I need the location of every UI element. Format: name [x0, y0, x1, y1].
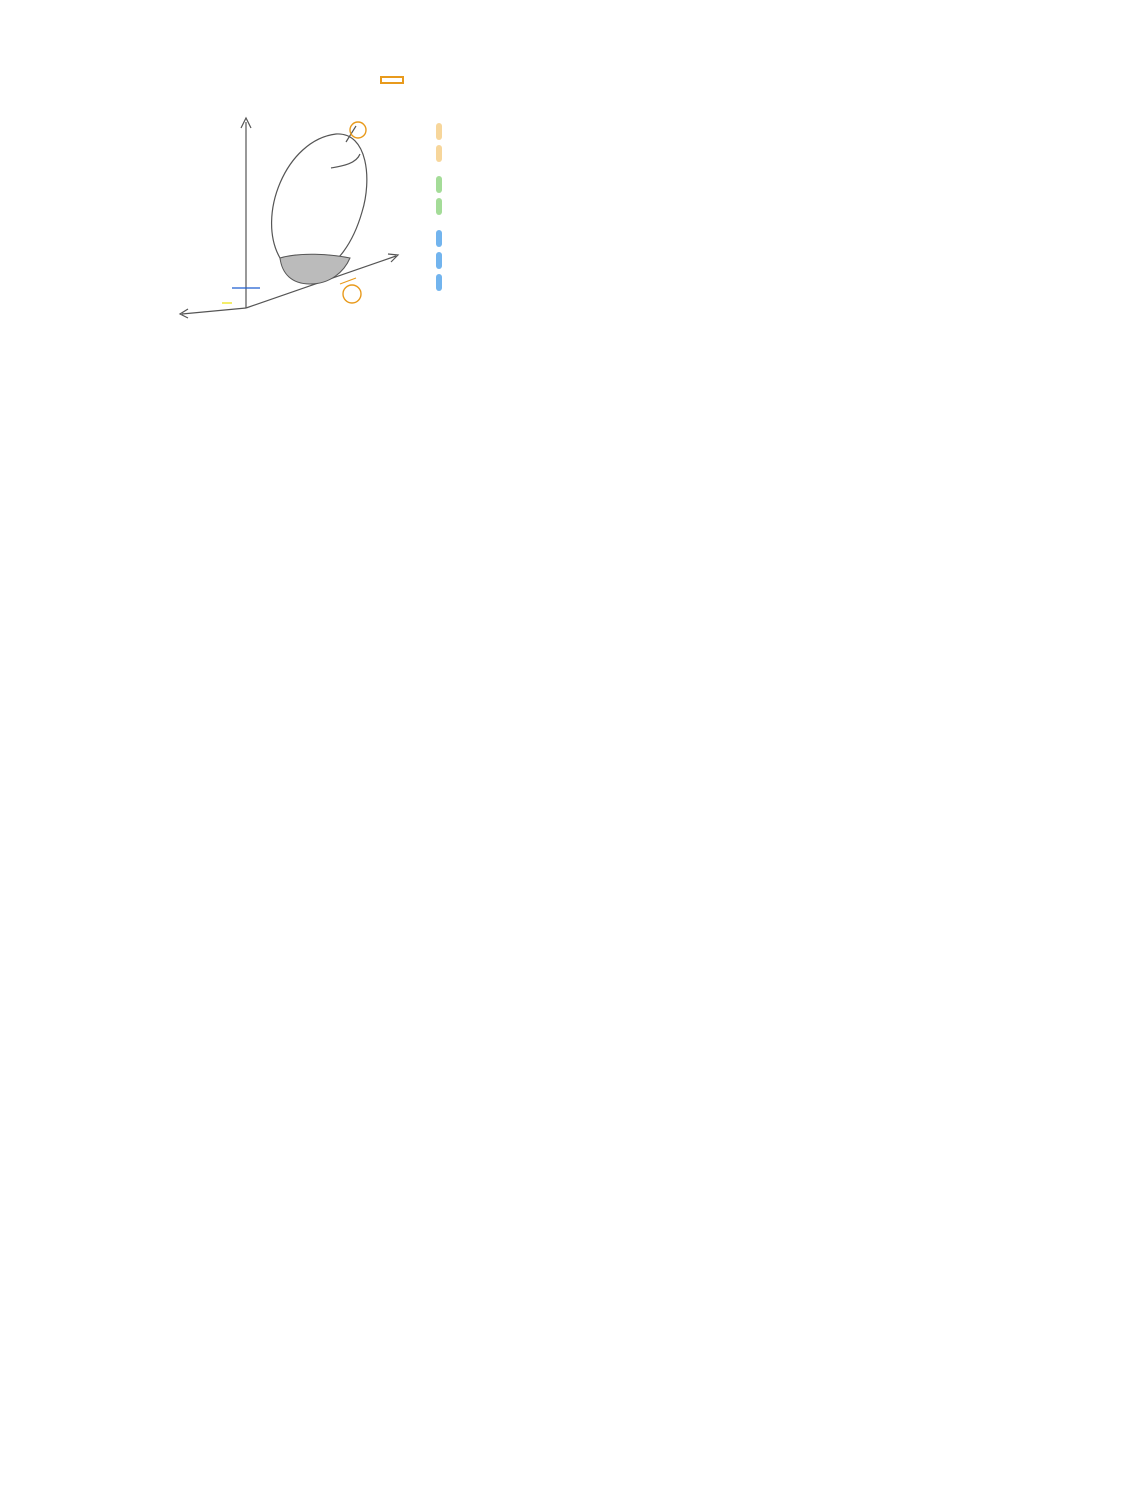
- constrained-region: [280, 254, 350, 284]
- statement-line: [436, 143, 452, 165]
- boxed-equation: [380, 76, 404, 84]
- statement-volume: [436, 121, 452, 165]
- figure1-caption: [222, 302, 232, 304]
- statement-line: [436, 196, 442, 218]
- statement-constraints: [436, 228, 442, 294]
- axis-x1: [182, 308, 246, 314]
- statement-line: [436, 121, 452, 143]
- figure-forces-system: [160, 108, 440, 348]
- statement-line: [436, 272, 442, 294]
- statement-line: [436, 228, 442, 250]
- statement-line: [436, 250, 442, 272]
- statement-surface: [436, 174, 442, 218]
- statement-line: [436, 174, 442, 196]
